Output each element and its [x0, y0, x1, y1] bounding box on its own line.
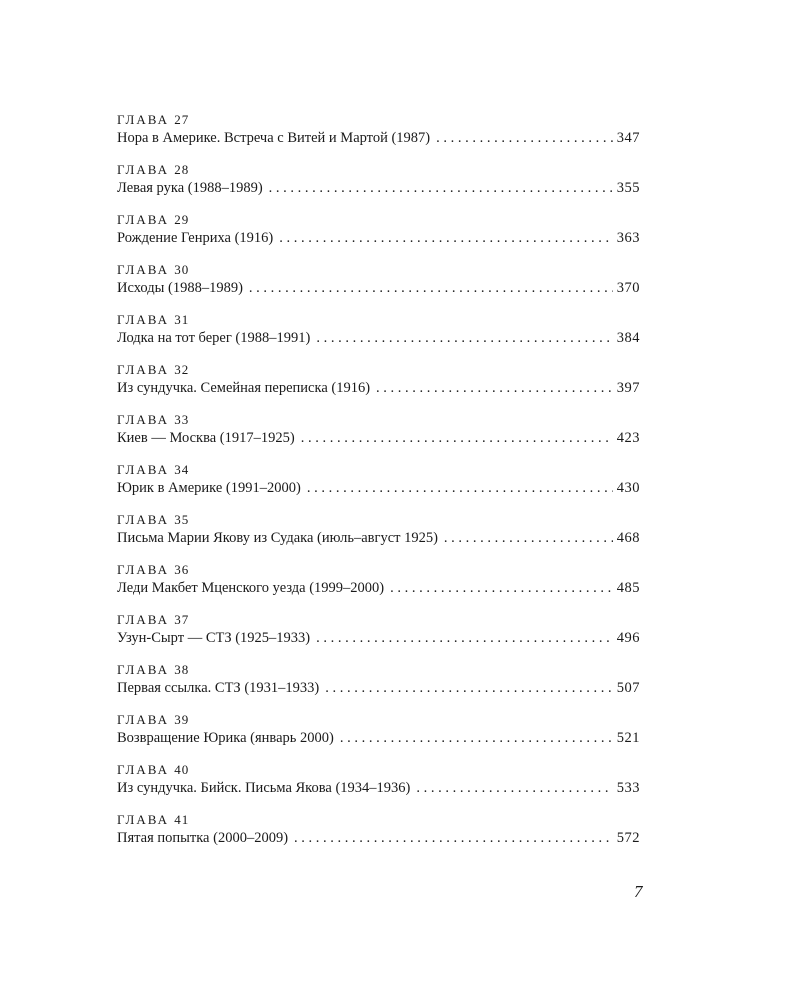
- toc-line: [117, 578, 640, 598]
- toc-line: [117, 128, 640, 148]
- toc-line: [117, 328, 640, 348]
- table-of-contents: [117, 112, 640, 862]
- chapter-number: 27: [174, 112, 190, 127]
- chapter-title: Лодка на тот берег (1988–1991): [117, 330, 311, 346]
- chapter-word: ГЛАВА: [117, 262, 169, 277]
- chapter-word: ГЛАВА: [117, 112, 169, 127]
- dot-leader: [307, 478, 613, 498]
- chapter-word: ГЛАВА: [117, 512, 169, 527]
- page-number: 496: [616, 630, 640, 646]
- chapter-number: 30: [174, 262, 190, 277]
- page-number: 430: [616, 480, 640, 496]
- toc-line: [117, 378, 640, 398]
- chapter-number: 38: [174, 662, 190, 677]
- toc-line: [117, 478, 640, 498]
- toc-line: [117, 678, 640, 698]
- chapter-title: Левая рука (1988–1989): [117, 180, 263, 196]
- dot-leader: [316, 328, 612, 348]
- chapter-number: 33: [174, 412, 190, 427]
- chapter-label: [117, 812, 640, 828]
- toc-entry: [117, 562, 640, 612]
- chapter-number: 41: [174, 812, 190, 827]
- toc-line: [117, 628, 640, 648]
- dot-leader: [316, 628, 613, 648]
- dot-leader: [376, 378, 613, 398]
- chapter-number: 40: [174, 762, 190, 777]
- dot-leader: [444, 528, 613, 548]
- chapter-label: [117, 462, 640, 478]
- chapter-word: ГЛАВА: [117, 162, 169, 177]
- toc-entry: [117, 762, 640, 812]
- chapter-number: 31: [174, 312, 190, 327]
- toc-entry: [117, 712, 640, 762]
- page-number: 370: [616, 280, 640, 296]
- toc-entry: [117, 612, 640, 662]
- toc-entry: [117, 362, 640, 412]
- page-number: 468: [616, 530, 640, 546]
- page-number: 521: [616, 730, 640, 746]
- toc-line: [117, 428, 640, 448]
- toc-entry: [117, 212, 640, 262]
- page-number: 507: [616, 680, 640, 696]
- page-number: 397: [616, 380, 640, 396]
- toc-entry: [117, 312, 640, 362]
- chapter-word: ГЛАВА: [117, 662, 169, 677]
- chapter-label: [117, 212, 640, 228]
- chapter-word: ГЛАВА: [117, 362, 169, 377]
- chapter-label: [117, 762, 640, 778]
- chapter-word: ГЛАВА: [117, 562, 169, 577]
- toc-entry: [117, 812, 640, 862]
- chapter-label: [117, 662, 640, 678]
- chapter-word: ГЛАВА: [117, 312, 169, 327]
- toc-entry: [117, 112, 640, 162]
- toc-line: [117, 528, 640, 548]
- chapter-label: [117, 312, 640, 328]
- folio-page-number: 7: [634, 882, 643, 901]
- chapter-title: Исходы (1988–1989): [117, 280, 243, 296]
- toc-line: [117, 178, 640, 198]
- chapter-title: Юрик в Америке (1991–2000): [117, 480, 301, 496]
- chapter-word: ГЛАВА: [117, 762, 169, 777]
- chapter-title: Киев — Москва (1917–1925): [117, 430, 295, 446]
- toc-line: [117, 778, 640, 798]
- toc-entry: [117, 462, 640, 512]
- chapter-label: [117, 112, 640, 128]
- toc-entry: [117, 162, 640, 212]
- chapter-number: 39: [174, 712, 190, 727]
- toc-line: [117, 828, 640, 848]
- page-number: 347: [616, 130, 640, 146]
- toc-line: [117, 278, 640, 298]
- dot-leader: [294, 828, 613, 848]
- chapter-number: 32: [174, 362, 190, 377]
- chapter-number: 34: [174, 462, 190, 477]
- toc-line: [117, 728, 640, 748]
- chapter-title: Из сундучка. Семейная переписка (1916): [117, 380, 371, 396]
- page-number: 423: [616, 430, 640, 446]
- chapter-number: 28: [174, 162, 190, 177]
- chapter-word: ГЛАВА: [117, 812, 169, 827]
- page-number: 363: [616, 230, 640, 246]
- chapter-number: 37: [174, 612, 190, 627]
- dot-leader: [249, 278, 613, 298]
- page-number: 572: [616, 830, 640, 846]
- page-number: 384: [616, 330, 640, 346]
- chapter-number: 36: [174, 562, 190, 577]
- toc-entry: [117, 662, 640, 712]
- dot-leader: [340, 728, 613, 748]
- dot-leader: [279, 228, 612, 248]
- dot-leader: [390, 578, 613, 598]
- chapter-title: Возвращение Юрика (январь 2000): [117, 730, 334, 746]
- chapter-word: ГЛАВА: [117, 612, 169, 627]
- chapter-label: [117, 712, 640, 728]
- chapter-title: Из сундучка. Бийск. Письма Якова (1934–1936): [117, 780, 411, 796]
- toc-entry: [117, 262, 640, 312]
- dot-leader: [325, 678, 613, 698]
- chapter-title: Рождение Генриха (1916): [117, 230, 274, 246]
- chapter-label: [117, 562, 640, 578]
- chapter-word: ГЛАВА: [117, 712, 169, 727]
- page-number: 533: [616, 780, 640, 796]
- page-number: 355: [616, 180, 640, 196]
- chapter-label: [117, 612, 640, 628]
- chapter-number: 35: [174, 512, 190, 527]
- toc-line: [117, 228, 640, 248]
- dot-leader: [436, 128, 613, 148]
- chapter-word: ГЛАВА: [117, 412, 169, 427]
- dot-leader: [301, 428, 613, 448]
- chapter-label: [117, 362, 640, 378]
- chapter-word: ГЛАВА: [117, 462, 169, 477]
- page-number: 485: [616, 580, 640, 596]
- chapter-title: Нора в Америке. Встреча с Витей и Мартой (1987): [117, 130, 431, 146]
- chapter-number: 29: [174, 212, 190, 227]
- chapter-title: Письма Марии Якову из Судака (июль–август 1925): [117, 530, 438, 546]
- dot-leader: [416, 778, 612, 798]
- chapter-label: [117, 162, 640, 178]
- chapter-title: Пятая попытка (2000–2009): [117, 830, 289, 846]
- chapter-word: ГЛАВА: [117, 212, 169, 227]
- chapter-title: Первая ссылка. СТЗ (1931–1933): [117, 680, 320, 696]
- chapter-title: Узун-Сырт — СТЗ (1925–1933): [117, 630, 311, 646]
- dot-leader: [269, 178, 613, 198]
- chapter-title: Леди Макбет Мценского уезда (1999–2000): [117, 580, 385, 596]
- chapter-label: [117, 262, 640, 278]
- chapter-label: [117, 412, 640, 428]
- toc-entry: [117, 412, 640, 462]
- toc-entry: [117, 512, 640, 562]
- chapter-label: [117, 512, 640, 528]
